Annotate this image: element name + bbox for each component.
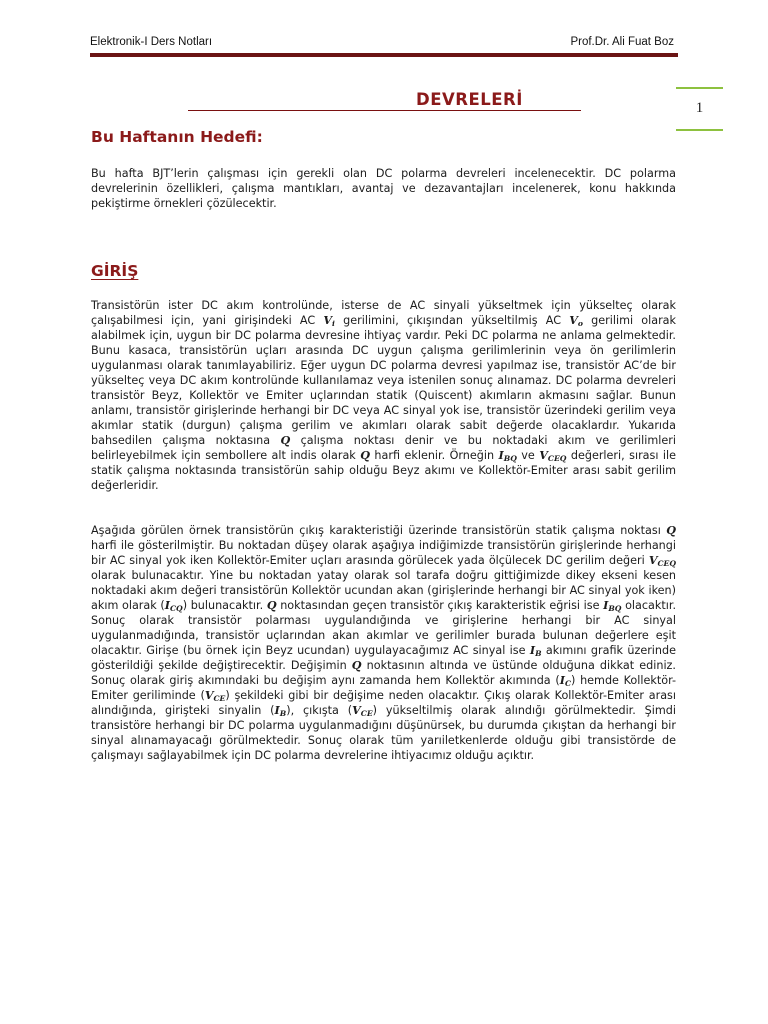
header-divider — [90, 53, 678, 57]
math-symbol: $V_i$ — [323, 313, 335, 328]
math-symbol: Q — [266, 598, 277, 612]
page-number-badge — [676, 87, 723, 131]
badge-bottom-line — [676, 129, 723, 131]
running-header — [90, 36, 678, 50]
math-symbol: $V_{CE}$ — [204, 688, 226, 703]
title-underline — [188, 110, 581, 111]
course-title: Elektronik-I Ders Notları — [90, 36, 213, 48]
page-number: 1 — [695, 100, 704, 116]
math-symbol: $I_C$ — [559, 673, 572, 688]
math-symbol: $V_{CEQ}$ — [539, 448, 567, 463]
math-symbol: $V_{CE}$ — [352, 703, 373, 718]
math-symbol: $I_B$ — [529, 643, 542, 658]
math-symbol: $I_{BQ}$ — [498, 448, 517, 463]
math-symbol: $V_{CEQ}$ — [648, 553, 676, 568]
title-block — [188, 90, 581, 112]
math-symbol: $I_{BQ}$ — [603, 598, 622, 613]
author-name: Prof.Dr. Ali Fuat Boz — [570, 36, 674, 48]
math-symbol: Q — [360, 448, 370, 462]
page-title: DEVRELERİ — [416, 90, 523, 109]
math-symbol: $V_o$ — [569, 313, 583, 328]
math-symbol: Q — [666, 523, 676, 537]
intro-paragraph-1: Transistörün ister DC akım kontrolünde, isterse de AC sinyali yükseltmek için yükselteç olarak çalışabilmesi için, yani girişindeki AC $V_i$ gerilimini, çıkışından yükseltilmiş AC $V_o$ gerilimi olarak alabilmek için, uygun bir DC polarma devresine ihtiyaç vardır. Peki DC polarma ne anlama gelmektedir. Bunu kasaca, transistörün uçları arasında DC uygun çalışma gerilimlerinin veya ön gerilimlerin uygulanması olarak tanımlayabiliriz. Eğer uygun DC polarma devresi yapılmaz ise, transistör AC’de bir yükselteç veya DC akım kontrolünde kullanılamaz veya istenilen sonuç alınamaz. DC polarma devreleri transistör Beyz, Kollektör ve Emiter uçlarından statik (Quiscent) akımların akmasını sağlar. Bunun anlamı, transistör girişlerinde herhangi bir DC veya AC sinyal yok ise, transistör üzerindeki gerilim veya akımlar statik (durgun) çalışma gerilim ve akımları olarak sabit değerde olacaklardır. Yukarıda bahsedilen çalışma noktasına Q çalışma noktası denir ve bu noktadaki akım ve gerilimleri belirleyebilmek için sembollere alt indis olarak Q harfi eklenir. Örneğin $I_{BQ}$ ve $V_{CEQ}$ değerleri, sırası ile statik çalışma noktasında transistörün sahip olduğu Beyz akımı ve Kollektör-Emiter arası sabit gerilim değerleridir. — [91, 299, 677, 492]
intro-heading: GİRİŞ — [91, 262, 139, 280]
math-symbol: Q — [351, 658, 362, 672]
math-symbol: $I_{CQ}$ — [164, 598, 183, 613]
math-symbol: $I_B$ — [274, 703, 287, 718]
math-symbol: Q — [280, 433, 291, 447]
intro-paragraph-2: Aşağıda görülen örnek transistörün çıkış karakteristiği üzerinde transistörün statik çalışma noktası Q harfi ile gösterilmiştir. Bu noktadan düşey olarak aşağıya indiğimizde transistörün girişlerinde herhangi bir AC sinyal yok iken Kollektör-Emiter uçları arasında görülecek yada ölçülecek DC gerilim değeri $V_{CEQ}$ olarak bulunacaktır. Yine bu noktadan yatay olarak sol tarafa doğru gittiğimizde dikey ekseni kesen noktadaki akım değeri transistörün Kollektör ucundan akan (girişlerinde herhangi bir AC sinyal yok iken) akım olarak $(I_{CQ})$ bulunacaktır. Q noktasından geçen transistör çıkış karakteristik eğrisi ise $I_{BQ}$ olacaktır. Sonuç olarak transistör polarması uygulandığında ve girişlerine herhangi bir AC sinyal uygulanmadığında, transistör uçlarından akan akımlar ve gerilimler burada bulunan değerlere eşit olacaktır. Girişe (bu örnek için Beyz ucundan) uygulayacağımız AC sinyal ise $I_B$ akımını grafik üzerinde gösterildiği şekilde değiştirecektir. Değişimin Q noktasının altında ve üstünde olduğuna dikkat ediniz. Sonuç olarak giriş akımındaki bu değişim aynı zamanda hem Kollektör akımında $(I_C)$ hemde Kollektör-Emiter geriliminde $(V_{CE})$ şekildeki gibi bir değişime neden olacaktır. Çıkış olarak Kollektör-Emiter arası alındığında, girişteki sinyalin $(I_B)$, çıkışta $(V_{CE})$ yükseltilmiş olarak alındığı görülmektedir. Şimdi transistöre herhangi bir DC polarma uygulanmadığını düşünürsek, bu durumda çıkıştan da herhangi bir sinyal alınamayacağı görülmektedir. Sonuç olarak tüm yarıiletkenlerde olduğu gibi transistörde de çalışmayı sağlayabilmek için DC polarma devrelerine ihtiyacımız olduğu açıktır. — [91, 523, 677, 762]
badge-top-line — [676, 87, 723, 89]
goal-heading: Bu Haftanın Hedefi: — [91, 128, 263, 146]
goal-paragraph: Bu hafta BJT’lerin çalışması için gerekli olan DC polarma devreleri incelenecektir. DC polarma devrelerinin özellikleri, çalışma mantıkları, avantaj ve dezavantajları incelenerek, konu hakkında pekiştirme örnekleri çözülecektir. — [91, 167, 676, 210]
